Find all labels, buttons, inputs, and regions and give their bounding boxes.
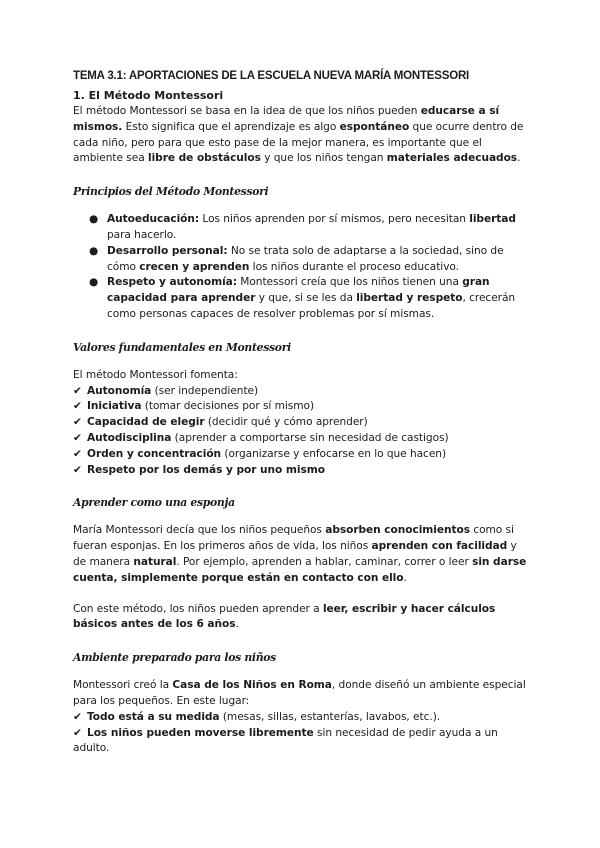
valor-item: ✔ Respeto por los demás y por uno mismo [73,463,531,479]
intro-paragraph [73,104,531,167]
check-icon: ✔ [73,463,82,476]
text-run: y que los niños tengan [260,152,387,165]
heading-esponja: Aprender como una esponja [73,496,235,510]
bullet-icon: ● [89,213,99,226]
valor-item: ✔ Autonomía (ser independiente) [73,384,531,400]
ambiente-item: ✔ Los niños pueden moverse libremente sin necesidad de pedir ayuda a un adulto. [73,726,498,755]
esponja-paragraph-1: María Montessori decía que los niños pequeños absorben conocimientos como si fueran esponjas. En los primeros años de vida, los niños aprenden con facilidad y de manera natural. Por ejemplo, aprenden a hablar, caminar, correr o leer sin darse cuenta, simplemente porque están en contacto con ello. [73,524,527,584]
text-run: espontáneo [339,120,410,133]
text-run: materiales adecuados [386,152,518,165]
check-icon: ✔ [73,710,82,723]
esponja-paragraph-2: Con este método, los niños pueden aprender a leer, escribir y hacer cálculos básicos antes de los 6 años. [73,602,496,631]
valores-intro: El método Montessori fomenta: [73,368,238,381]
text-run: que ocurre dentro de cada niño, pero para que esto pase de la mejor manera, es importante que el ambiente sea [73,120,524,165]
ambiente-item: ✔ Todo está a su medida (mesas, sillas, estanterías, lavabos, etc.). [73,710,531,726]
check-icon: ✔ [73,447,82,460]
text-run: Esto significa que el aprendizaje es algo [122,120,340,133]
check-icon: ✔ [73,431,82,444]
text-run: educarse a sí mismos. [73,105,500,133]
ambiente-paragraph: Montessori creó la Casa de los Niños en Roma, donde diseñó un ambiente especial para los pequeños. En este lugar: [73,679,526,707]
heading-principios: Principios del Método Montessori [73,185,269,199]
heading-valores: Valores fundamentales en Montessori [73,340,291,354]
bullet-icon: ● [89,276,99,289]
text-run: . [517,152,521,165]
list-item: ● Desarrollo personal: No se trata solo de adaptarse a la sociedad, sino de cómo crecen y aprenden los niños durante el proceso educativo. [89,244,504,273]
valor-item: ✔ Autodisciplina (aprender a comportarse sin necesidad de castigos) [73,431,531,447]
list-item: ● Respeto y autonomía: Montessori creía que los niños tienen una gran capacidad para aprender y que, si se les da libertad y respeto, crecerán como personas capaces de resolver problemas por sí mismas. [89,276,516,320]
check-icon: ✔ [73,400,82,413]
valor-item: ✔ Orden y concentración (organizarse y enfocarse en lo que hacen) [73,447,531,463]
heading-ambiente: Ambiente preparado para los niños [73,651,276,665]
text-run: libre de obstáculos [148,152,261,165]
section-heading-metodo: 1. El Método Montessori [73,89,224,102]
bullet-icon: ● [89,244,99,257]
principios-list [85,212,531,323]
check-icon: ✔ [73,384,82,397]
check-icon: ✔ [73,726,82,739]
document-page [73,70,531,757]
document-title: TEMA 3.1: APORTACIONES DE LA ESCUELA NUEVA MARÍA MONTESSORI [73,70,470,82]
check-icon: ✔ [73,416,82,429]
valor-item: ✔ Capacidad de elegir (decidir qué y cómo aprender) [73,415,531,431]
list-item: ● Autoeducación: Los niños aprenden por sí mismos, pero necesitan libertad para hacerlo. [89,213,516,241]
valor-item: ✔ Iniciativa (tomar decisiones por sí mismo) [73,399,531,415]
text-run: El método Montessori se basa en la idea de que los niños pueden [73,105,421,117]
